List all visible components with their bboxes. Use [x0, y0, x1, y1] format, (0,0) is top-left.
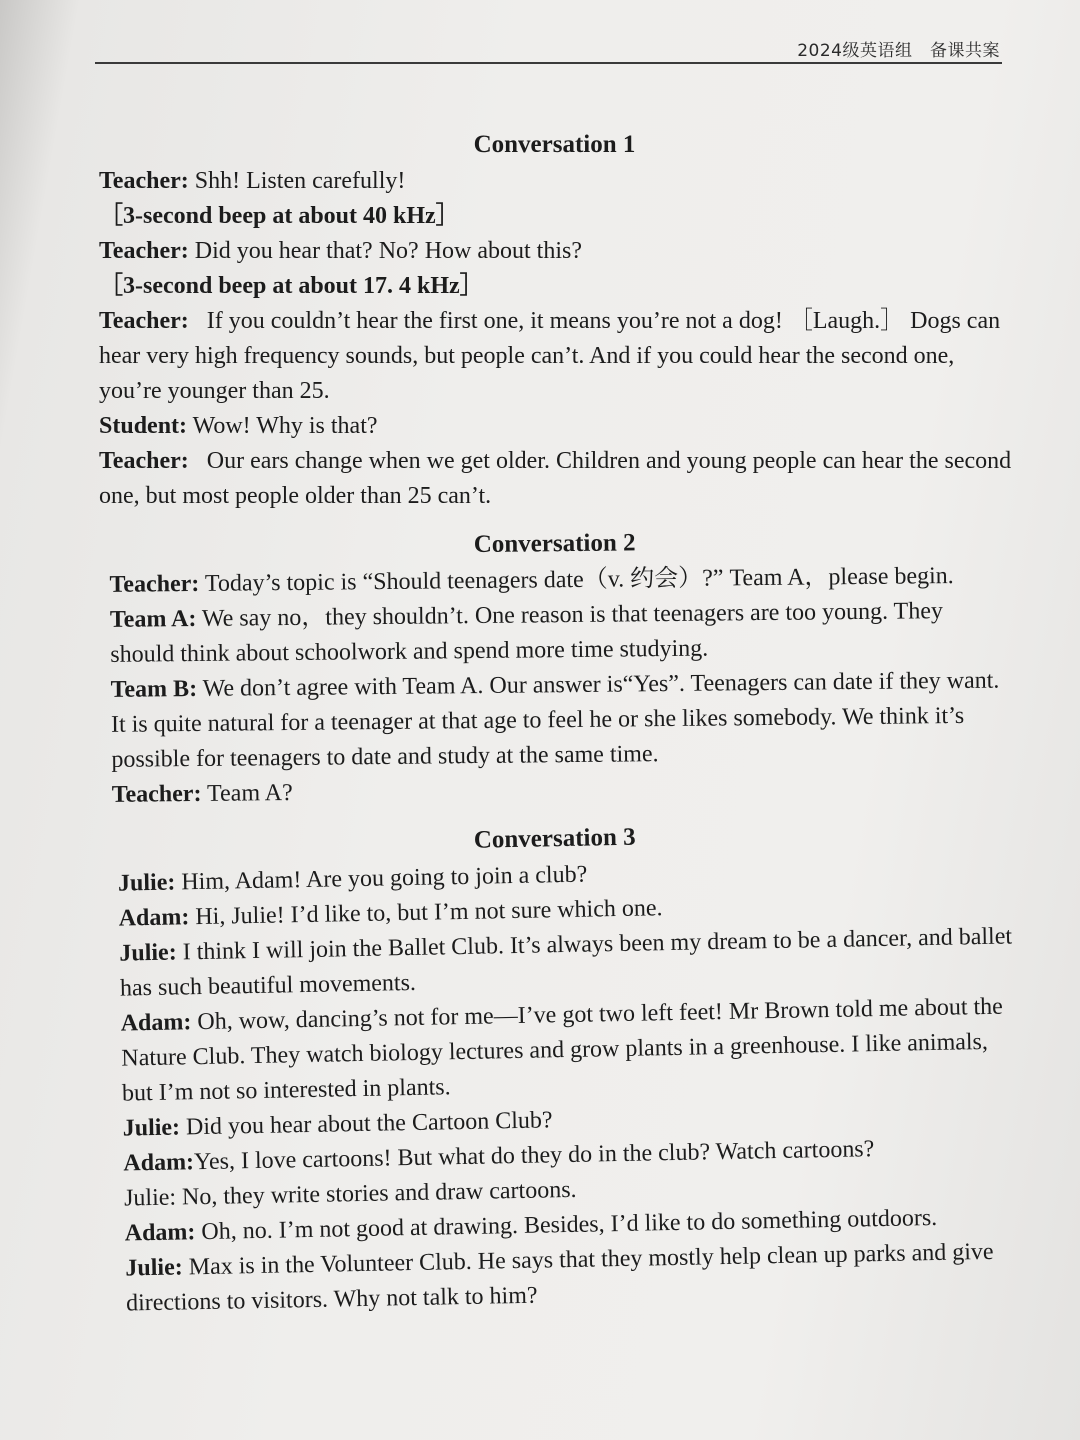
- speaker-separator: :: [180, 238, 189, 264]
- dialogue-text: I think I will join the Ballet Club. It’s always been my dream to be a dancer, and ballet has such beautiful movements.: [119, 923, 1013, 1002]
- dialogue-text: Yes, I love cartoons! But what do they do in the club? Watch cartoons?: [193, 1136, 875, 1176]
- conversation-2: [97, 522, 1015, 813]
- speaker-separator: :: [180, 168, 189, 194]
- speaker-name: Teacher: [99, 308, 181, 334]
- speaker-name: Teacher: [109, 571, 192, 598]
- speaker-separator: :: [188, 675, 198, 703]
- dialogue-line: [97, 164, 1012, 199]
- speaker-name: Team B: [110, 676, 190, 703]
- speaker-name: Adam: [123, 1149, 187, 1177]
- dialogue-text: Wow! Why is that?: [192, 413, 378, 439]
- page-header: [95, 36, 1002, 64]
- page-content: [97, 128, 1012, 1322]
- speaker-separator: :: [185, 1149, 195, 1176]
- dialogue-text: We don’t agree with Team A. Our answer is“Yes”. Teenagers can date if they want. It is quite natural for a teenager at that age to feel he or she likes somebody. We think it’s possible for teenagers to date and study at the same time.: [110, 667, 1000, 773]
- speaker-separator: :: [168, 939, 177, 966]
- dialogue-text: Oh, no. I’m not good at drawing. Besides, I’d like to do something outdoors.: [201, 1204, 938, 1246]
- dialogue-text: Max is in the Volunteer Club. He says that they mostly help clean up parks and give directions to visitors. Why not talk to him?: [125, 1238, 994, 1317]
- speaker-name: Student: [99, 413, 180, 439]
- dialogue-text: Him, Adam! Are you going to join a club?: [181, 861, 588, 896]
- dialogue-text: Shh! Listen carefully!: [194, 168, 406, 194]
- speaker-name: Adam: [120, 1009, 184, 1037]
- speaker-separator: :: [180, 308, 189, 334]
- speaker-separator: :: [174, 1254, 183, 1281]
- speaker-name: Julie: [122, 1114, 173, 1142]
- dialogue-line: [97, 304, 1012, 409]
- speaker-name: Julie: [125, 1254, 175, 1282]
- speaker-separator: :: [187, 1219, 196, 1246]
- speaker-name: Teacher: [99, 168, 181, 194]
- speaker-separator: :: [171, 1114, 181, 1141]
- speaker-separator: :: [180, 448, 189, 474]
- conversation-1: [97, 128, 1012, 514]
- speaker-name: Adam: [118, 904, 182, 932]
- speaker-name: Teacher: [111, 781, 194, 808]
- dialogue-text: Our ears change when we get older. Children and young people can hear the second one, but most people older than 25 can’t.: [99, 448, 1012, 509]
- conversation-title: Conversation 2: [473, 529, 636, 559]
- dialogue-text: Hi, Julie! I’d like to, but I’m not sure which one.: [195, 895, 663, 931]
- dialogue-text: We say no，they shouldn’t. One reason is that teenagers are too young. They should think about schoolwork and spend more time studying.: [110, 598, 944, 668]
- dialogue-line: [100, 989, 1017, 1112]
- dialogue-text: Today’s topic is “Should teenagers date（v. 约会）?” Team A，please begin.: [204, 563, 954, 597]
- dialogue-text: If you couldn’t hear the first one, it means you’re not a dog! ［Laugh.］ Dogs can hear very high frequency sounds, but people can’t. And if you could hear the second one, you’re younger than 25.: [99, 308, 1001, 404]
- dialogue-line: [97, 444, 1012, 514]
- stage-direction: [97, 269, 1012, 304]
- speaker-separator: :: [181, 904, 190, 931]
- speaker-name: Adam: [124, 1219, 188, 1247]
- dialogue-text: Team A?: [206, 779, 293, 807]
- speaker-name: Julie: [119, 939, 169, 967]
- speaker-separator: :: [183, 1009, 192, 1036]
- header-title: 2024级英语组 备课共案: [797, 41, 1000, 61]
- speaker-separator: :: [167, 869, 176, 896]
- speaker-name: Team A: [109, 606, 189, 633]
- dialogue-text: Did you hear that? No? How about this?: [194, 238, 582, 264]
- speaker-separator: :: [179, 413, 188, 439]
- speaker-separator: :: [193, 780, 202, 808]
- dialogue-line: [98, 593, 1014, 673]
- conversation-title: Conversation 3: [473, 823, 636, 854]
- stage-direction: [97, 199, 1012, 234]
- dialogue-line: [98, 663, 1014, 778]
- conversation-3: [97, 813, 1021, 1321]
- stage-direction-text: ［3-second beep at about 17. 4 kHz］: [99, 273, 484, 299]
- speaker-name: Julie: [117, 869, 168, 897]
- speaker-separator: :: [191, 570, 200, 598]
- dialogue-text: Oh, wow, dancing’s not for me—I’ve got two left feet! Mr Brown told me about the Nature Club. They watch biology lectures and grow plants in a greenhouse. I like animals, but I’m not so interested in plants.: [121, 993, 1004, 1107]
- stage-direction-text: ［3-second beep at about 40 kHz］: [99, 203, 460, 229]
- speaker-name: Teacher: [99, 238, 181, 264]
- conversation-title: Conversation 1: [473, 131, 636, 158]
- speaker-name: Teacher: [99, 448, 181, 474]
- dialogue-line: [97, 409, 1012, 444]
- dialogue-text: Julie: No, they write stories and draw cartoons.: [123, 1176, 577, 1212]
- dialogue-line: [97, 234, 1012, 269]
- dialogue-text: Did you hear about the Cartoon Club?: [185, 1107, 553, 1141]
- speaker-separator: :: [188, 605, 197, 633]
